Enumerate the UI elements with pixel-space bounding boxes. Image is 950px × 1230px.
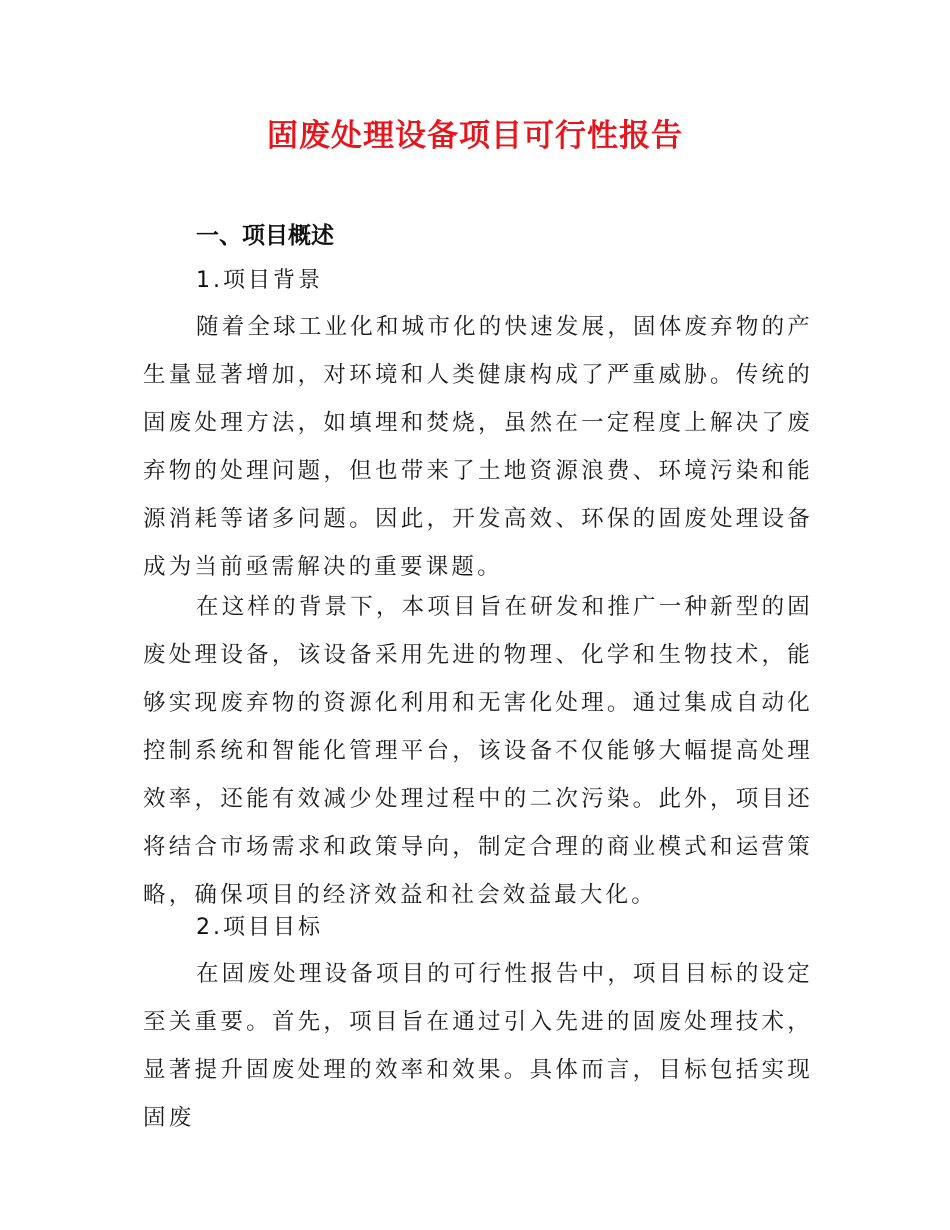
paragraph-background-1: 随着全球工业化和城市化的快速发展，固体废弃物的产生量显著增加，对环境和人类健康构成了严重威胁。传统的固废处理方法，如填埋和焚烧，虽然在一定程度上解决了废弃物的处理问题，但也带来了土地资源浪费、环境污染和能源消耗等诸多问题。因此，开发高效、环保的固废处理设备成为当前亟需解决的重要课题。 [143, 314, 813, 580]
subsection-heading-goals: 2.项目目标 [196, 915, 323, 940]
document-title: 固废处理设备项目可行性报告 [267, 118, 683, 154]
paragraph-background-2: 在这样的背景下，本项目旨在研发和推广一种新型的固废处理设备，该设备采用先进的物理、化学和生物技术，能够实现废弃物的资源化利用和无害化处理。通过集成自动化控制系统和智能化管理平台，该设备不仅能够大幅提高处理效率，还能有效减少处理过程中的二次污染。此外，项目还将结合市场需求和政策导向，制定合理的商业模式和运营策略，确保项目的经济效益和社会效益最大化。 [143, 594, 813, 908]
section-heading: 一、项目概述 [196, 223, 334, 249]
subsection-heading-background: 1.项目背景 [196, 268, 323, 293]
paragraph-goals-1: 在固废处理设备项目的可行性报告中，项目目标的设定至关重要。首先，项目旨在通过引入先进的固废处理技术，显著提升固废处理的效率和效果。具体而言，目标包括实现固废 [143, 961, 813, 1131]
